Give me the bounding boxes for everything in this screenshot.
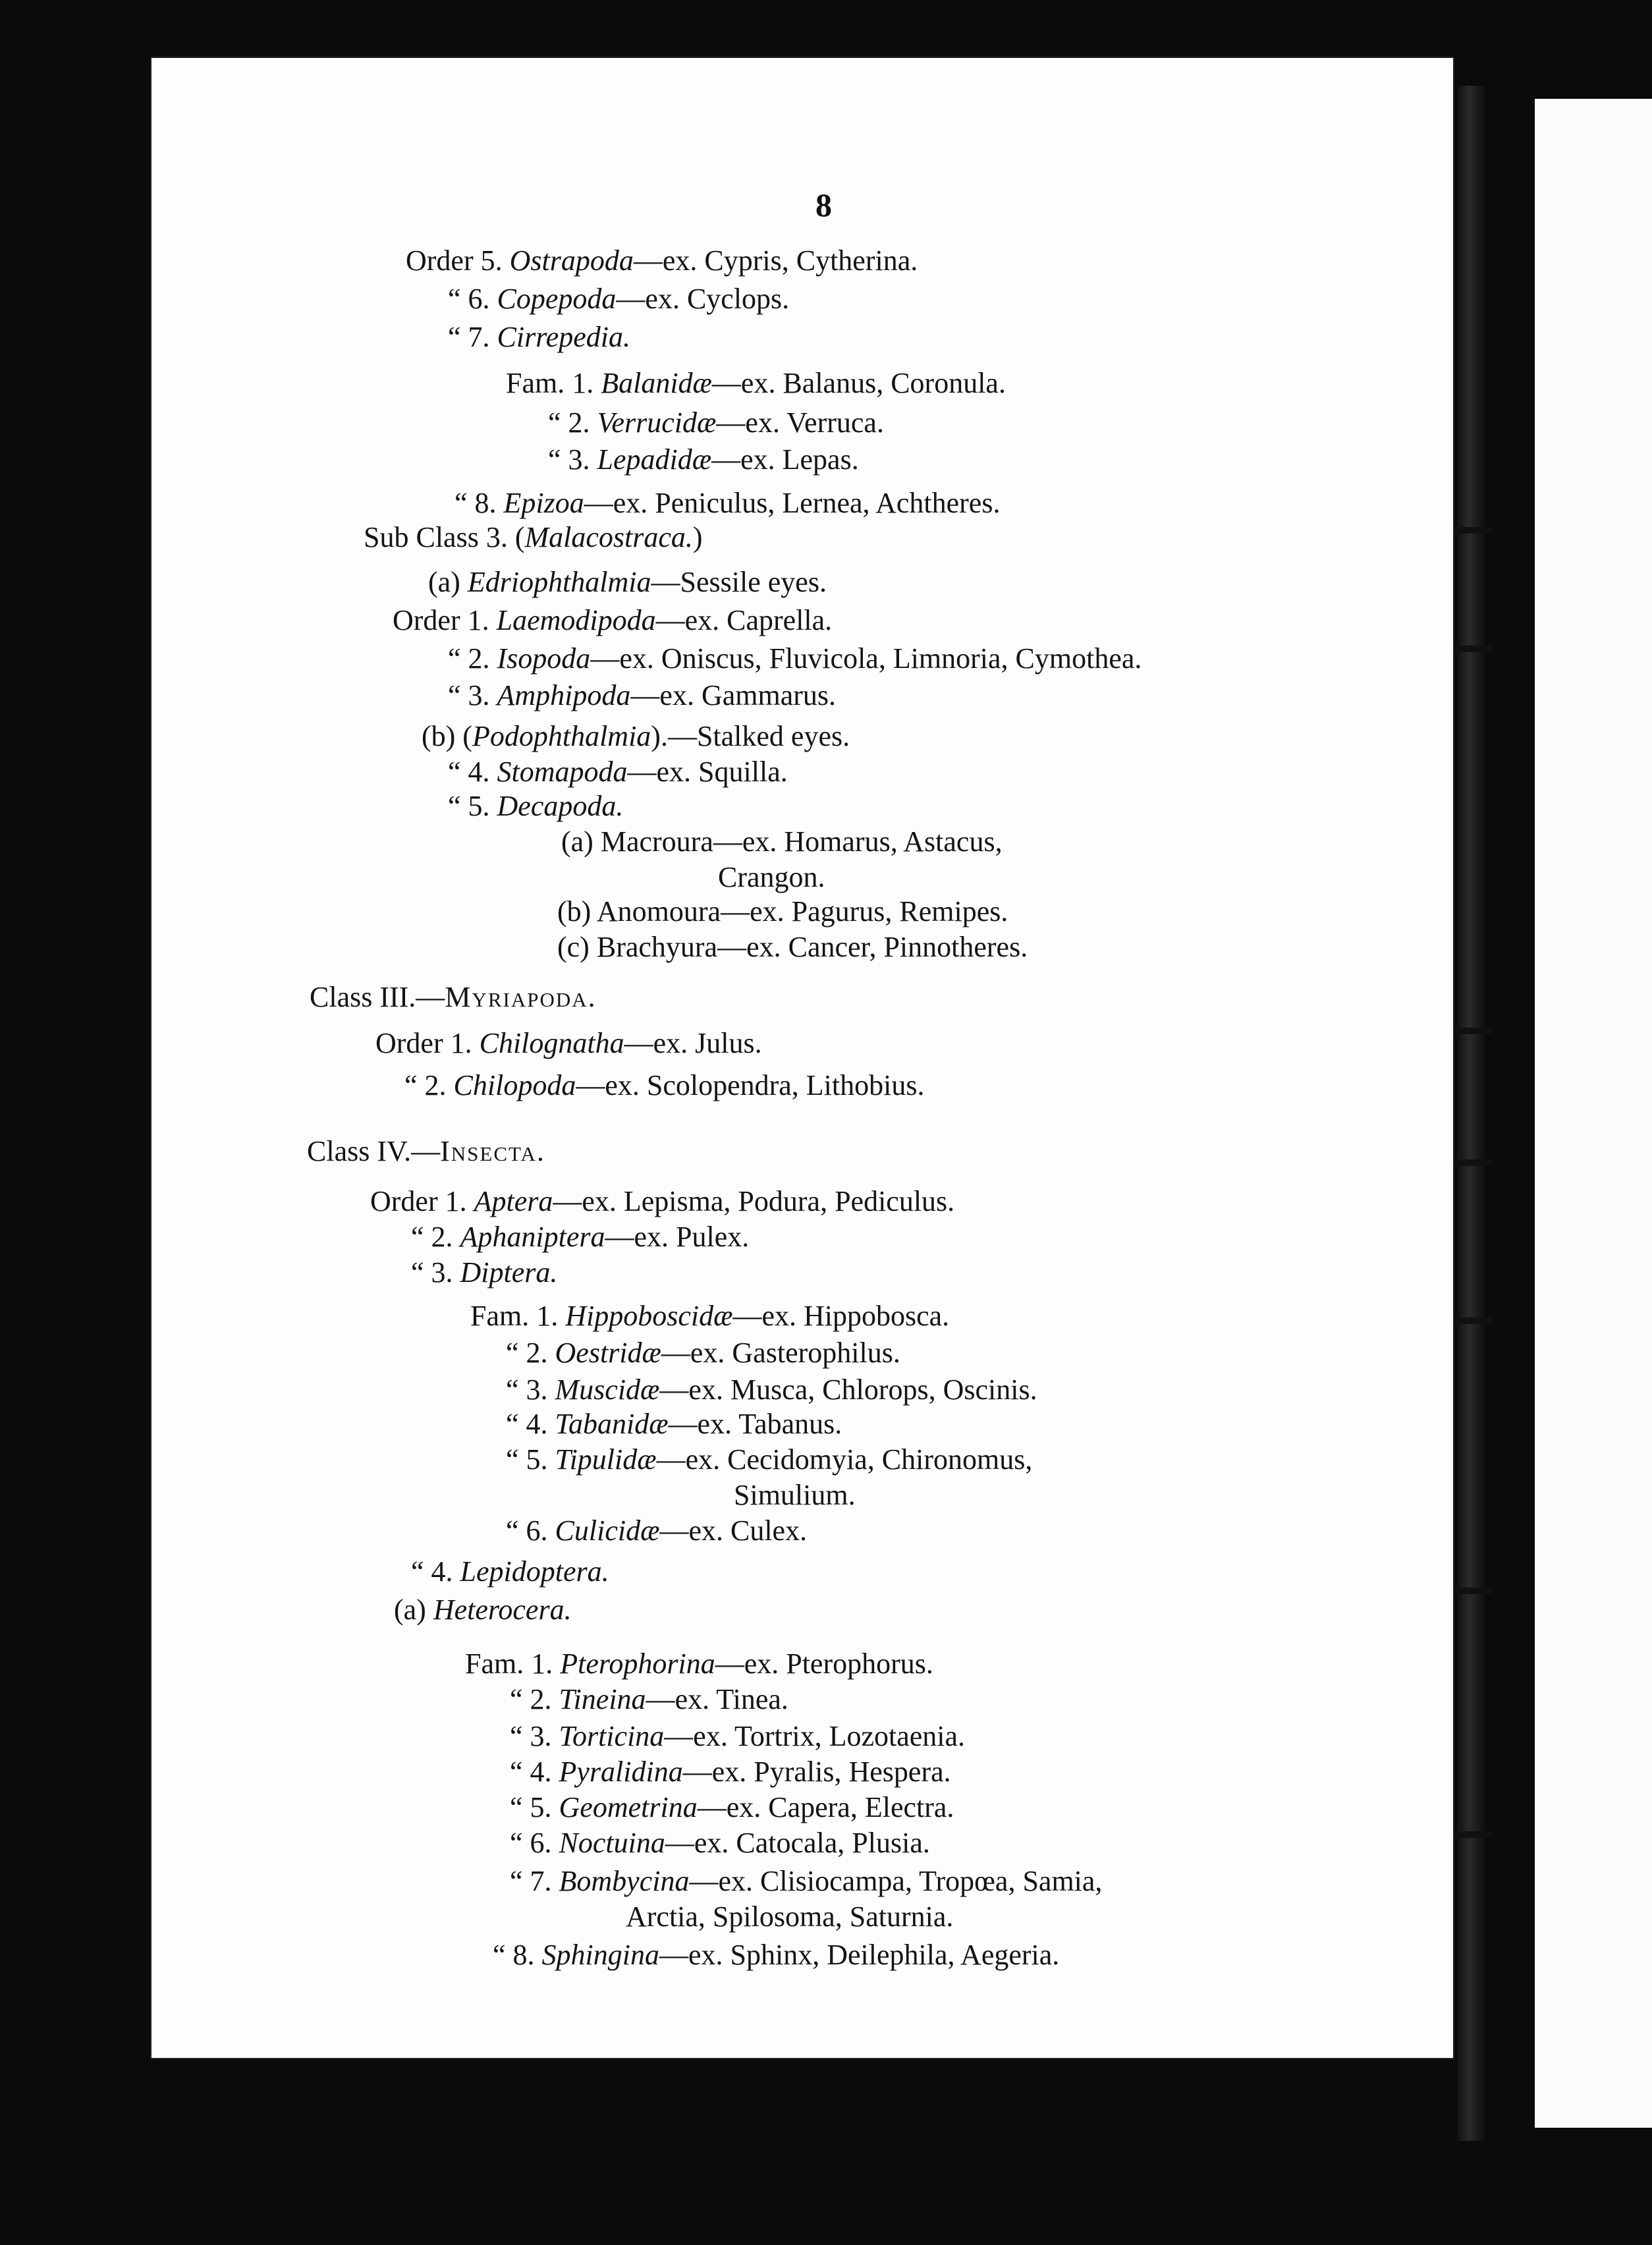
text-line: Order 1. Aptera—ex. Lepisma, Podura, Pediculus. xyxy=(370,1185,955,1217)
text-line: “ 8. Epizoa—ex. Peniculus, Lernea, Achtheres. xyxy=(454,487,1001,519)
facing-page-edge xyxy=(1535,99,1652,2128)
text-line: Arctia, Spilosoma, Saturnia. xyxy=(626,1900,954,1933)
text-line: Fam. 1. Balanidæ—ex. Balanus, Coronula. xyxy=(506,367,1006,399)
text-line: Sub Class 3. (Malacostraca.) xyxy=(364,521,703,553)
text-line: Order 5. Ostrapoda—ex. Cypris, Cytherina. xyxy=(406,244,918,277)
text-line: “ 5. Tipulidæ—ex. Cecidomyia, Chironomus, xyxy=(506,1443,1033,1476)
text-line: (b) (Podophthalmia).—Stalked eyes. xyxy=(422,720,850,752)
text-line: “ 3. Amphipoda—ex. Gammarus. xyxy=(448,679,837,711)
text-line: “ 6. Noctuina—ex. Catocala, Plusia. xyxy=(510,1827,930,1859)
text-line: “ 2. Chilopoda—ex. Scolopendra, Lithobius. xyxy=(404,1069,925,1101)
text-line: “ 3. Diptera. xyxy=(411,1256,558,1289)
text-line: “ 4. Pyralidina—ex. Pyralis, Hespera. xyxy=(510,1756,951,1788)
text-line: “ 4. Lepidoptera. xyxy=(411,1555,609,1588)
text-line: “ 4. Stomapoda—ex. Squilla. xyxy=(448,756,788,788)
text-line: “ 3. Muscidæ—ex. Musca, Chlorops, Oscinis. xyxy=(506,1373,1037,1406)
text-line: “ 7. Cirrepedia. xyxy=(448,321,630,353)
text-line: “ 7. Bombycina—ex. Clisiocampa, Tropœa, Samia, xyxy=(510,1865,1103,1897)
text-line: (a) Macroura—ex. Homarus, Astacus, xyxy=(561,825,1003,858)
text-line: Order 1. Laemodipoda—ex. Caprella. xyxy=(393,604,833,636)
text-line: “ 3. Lepadidæ—ex. Lepas. xyxy=(548,443,859,476)
text-line: “ 5. Geometrina—ex. Capera, Electra. xyxy=(510,1791,954,1823)
text-line: “ 2. Tineina—ex. Tinea. xyxy=(510,1683,788,1715)
text-line: “ 2. Oestridæ—ex. Gasterophilus. xyxy=(506,1337,900,1369)
text-line: Class III.—Myriapoda. xyxy=(310,981,597,1013)
text-line: Class IV.—Insecta. xyxy=(307,1135,545,1167)
text-line: (a) Edriophthalmia—Sessile eyes. xyxy=(428,566,827,598)
text-line: “ 2. Isopoda—ex. Oniscus, Fluvicola, Limnoria, Cymothea. xyxy=(448,642,1142,675)
text-line: Simulium. xyxy=(734,1479,856,1511)
text-line: Fam. 1. Hippoboscidæ—ex. Hippobosca. xyxy=(470,1300,950,1332)
text-line: (c) Brachyura—ex. Cancer, Pinnotheres. xyxy=(557,931,1028,963)
text-line: (a) Heterocera. xyxy=(394,1594,572,1626)
text-line: “ 6. Culicidæ—ex. Culex. xyxy=(506,1514,808,1547)
text-line: Order 1. Chilognatha—ex. Julus. xyxy=(375,1027,762,1059)
text-line: “ 8. Sphingina—ex. Sphinx, Deilephila, Aegeria. xyxy=(493,1939,1060,1971)
text-line: “ 4. Tabanidæ—ex. Tabanus. xyxy=(506,1408,842,1440)
text-line: “ 5. Decapoda. xyxy=(448,790,624,822)
text-line: (b) Anomoura—ex. Pagurus, Remipes. xyxy=(557,895,1008,928)
page-number: 8 xyxy=(815,186,832,223)
text-line: Fam. 1. Pterophorina—ex. Pterophorus. xyxy=(465,1648,933,1680)
text-line: “ 2. Verrucidæ—ex. Verruca. xyxy=(548,406,884,439)
text-line: “ 6. Copepoda—ex. Cyclops. xyxy=(448,283,790,315)
text-line: “ 2. Aphaniptera—ex. Pulex. xyxy=(411,1221,750,1253)
text-line: “ 3. Torticina—ex. Tortrix, Lozotaenia. xyxy=(510,1720,966,1752)
text-line: Crangon. xyxy=(718,861,825,893)
